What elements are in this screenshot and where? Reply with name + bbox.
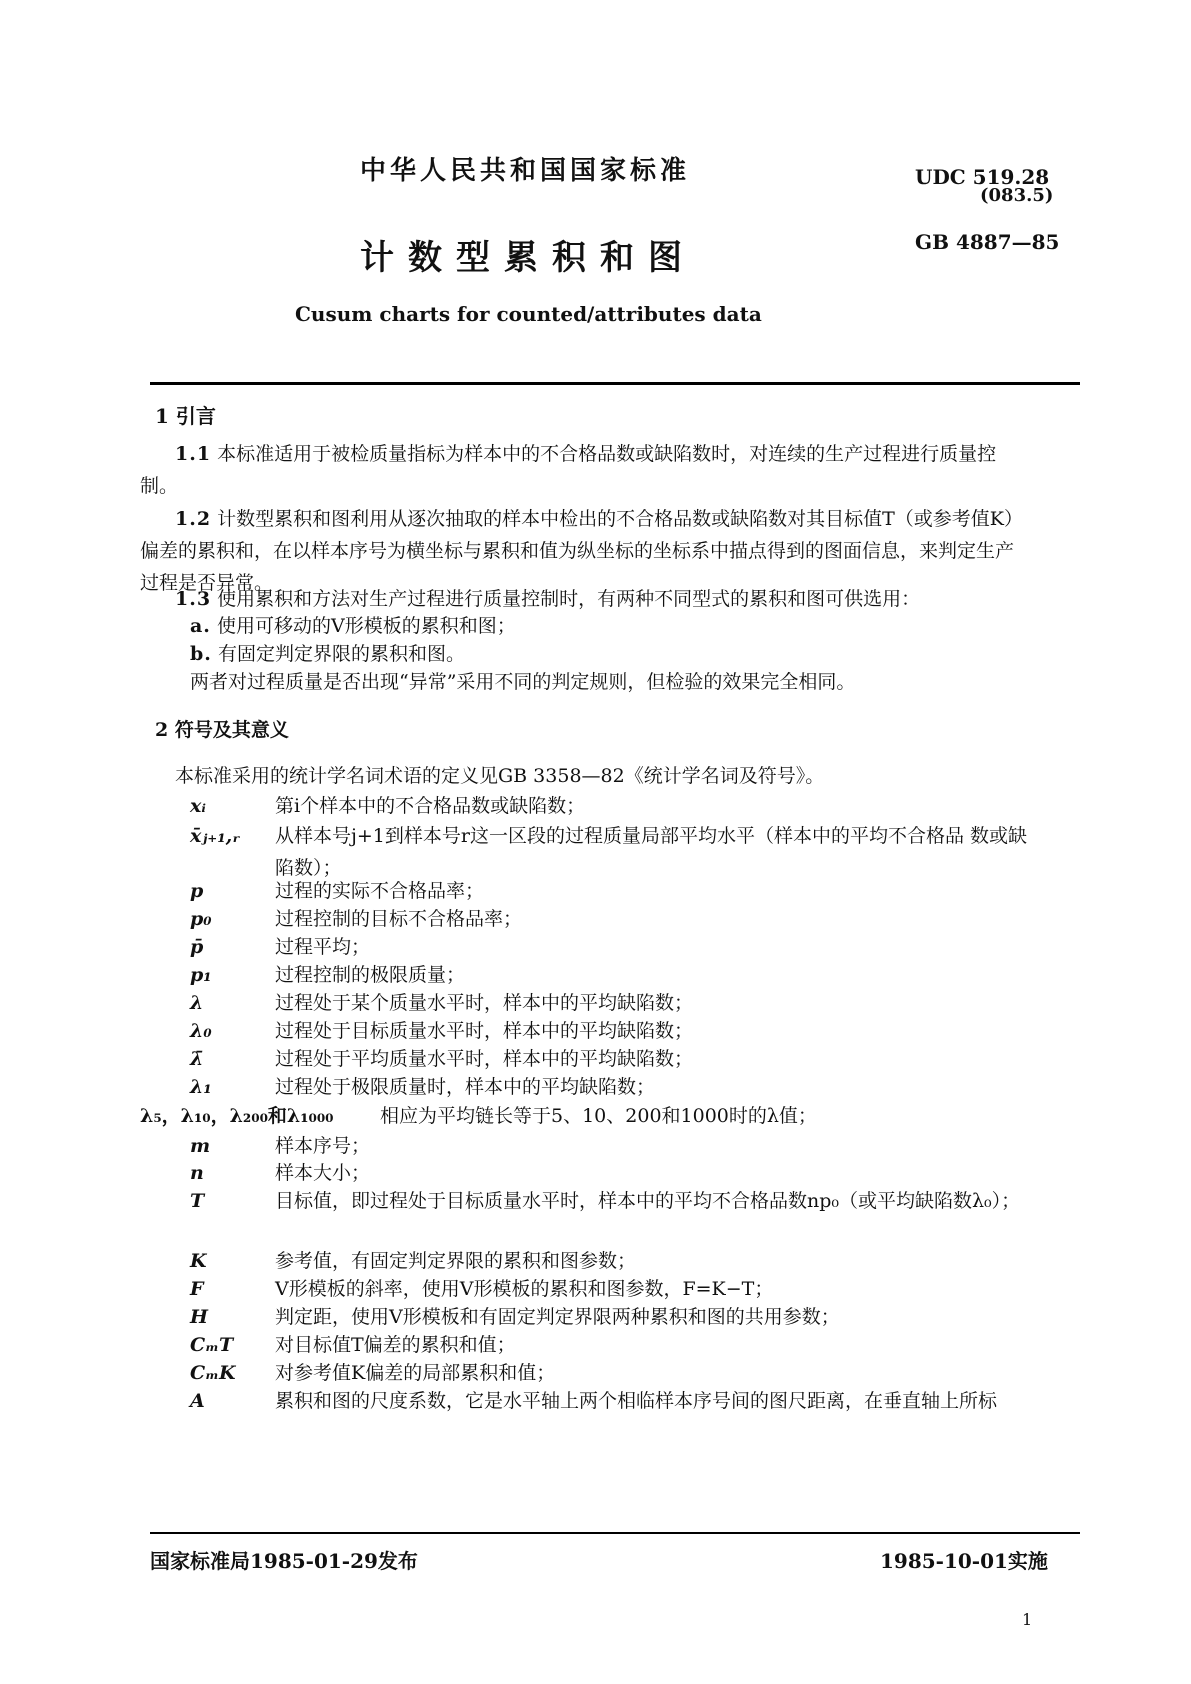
symbol-definition: 判定距，使用V形模板和有固定判定界限两种累积和图的共用参数； [275, 1306, 840, 1328]
item-a-text: 使用可移动的V形模板的累积和图； [216, 615, 516, 637]
udc-sub: (083.5) [980, 185, 1054, 206]
symbol: x̄ⱼ₊₁,ᵣ [190, 825, 241, 847]
symbol-definition: 对目标值T偏差的累积和值； [275, 1334, 516, 1356]
top-rule [150, 382, 1080, 385]
symbol: λ₅，λ₁₀，λ₂₀₀和λ₁₀₀₀ [140, 1105, 334, 1127]
symbol-definition: 过程的实际不合格品率； [275, 880, 485, 902]
symbol-definition: 第i个样本中的不合格品数或缺陷数； [275, 795, 586, 817]
section-2-heading: 2 符号及其意义 [155, 719, 289, 741]
section-2-intro: 本标准采用的统计学名词术语的定义见GB 3358—82《统计学名词及符号》。 [175, 765, 825, 787]
symbol-definition: 从样本号j+1到样本号r这一区段的过程质量局部平均水平（样本中的平均不合格品 数或缺陷数）； [275, 825, 1028, 879]
symbol-definition: 过程控制的目标不合格品率； [275, 908, 523, 930]
symbol: λ₁ [190, 1076, 212, 1098]
symbol: p₁ [190, 964, 212, 986]
para-1-1-text: 本标准适用于被检质量指标为样本中的不合格品数或缺陷数时，对连续的生产过程进行质量控制。 [140, 443, 997, 497]
page-number: 1 [1022, 1610, 1033, 1629]
symbol-definition: 过程处于目标质量水平时，样本中的平均缺陷数； [275, 1020, 694, 1042]
para-1-1-num: 1.1 [175, 443, 212, 465]
section-1-heading: 1 引言 [155, 404, 216, 428]
para-1-3-text: 使用累积和方法对生产过程进行质量控制时，有两种不同型式的累积和图可供选用： [217, 588, 921, 610]
item-a-label: a. [190, 615, 211, 637]
doc-title: 计数型累积和图 [360, 238, 696, 278]
symbol-definition: 样本序号； [275, 1135, 371, 1157]
doc-title-en: Cusum charts for counted/attributes data [295, 302, 762, 326]
symbol-definition: 样本大小； [275, 1162, 371, 1184]
symbol: CₘT [190, 1334, 234, 1356]
symbol: λ [190, 992, 204, 1014]
symbol: H [190, 1306, 208, 1328]
symbol: p₀ [190, 908, 212, 930]
symbol: λ₀ [190, 1020, 212, 1042]
symbol: A [190, 1390, 205, 1412]
symbol: p̄ [190, 936, 204, 958]
symbol: xᵢ [190, 795, 206, 817]
symbol: F [190, 1278, 204, 1300]
symbol-definition: 过程处于平均质量水平时，样本中的平均缺陷数； [275, 1048, 694, 1070]
symbol: T [190, 1190, 205, 1212]
item-b-text: 有固定判定界限的累积和图。 [217, 643, 465, 665]
symbol-definition: 相应为平均链长等于5、10、200和1000时的λ值； [380, 1105, 817, 1127]
effective-date: 1985-10-01实施 [880, 1549, 1048, 1573]
symbol-definition: 参考值，有固定判定界限的累积和图参数； [275, 1250, 637, 1272]
para-1-3-note: 两者对过程质量是否出现“异常”采用不同的判定规则，但检验的效果完全相同。 [190, 671, 856, 693]
symbol-definition: 对参考值K偏差的局部累积和值； [275, 1362, 556, 1384]
symbol: K [190, 1250, 207, 1272]
symbol: m [190, 1135, 211, 1157]
std-title: 中华人民共和国国家标准 [360, 156, 691, 186]
udc: UDC 519.28 [915, 165, 1050, 189]
symbol: p [190, 880, 204, 902]
symbol: λ̄ [190, 1048, 204, 1070]
symbol-definition: V形模板的斜率，使用V形模板的累积和图参数，F=K−T； [275, 1278, 774, 1300]
para-1-3-num: 1.3 [175, 588, 212, 610]
para-1-2-text: 计数型累积和图利用从逐次抽取的样本中检出的不合格品数或缺陷数对其目标值T（或参考值K）偏差的累积和，在以样本序号为横坐标与累积和值为纵坐标的坐标系中描点得到的图面信息，来判定生产过程是否异常。 [140, 508, 1015, 594]
symbol-definition: 目标值，即过程处于目标质量水平时，样本中的平均不合格品数np₀（或平均缺陷数λ₀）； [275, 1190, 1021, 1212]
symbol: CₘK [190, 1362, 236, 1384]
footer-rule [150, 1532, 1080, 1534]
item-b-label: b. [190, 643, 212, 665]
para-1-1 [140, 438, 1020, 502]
symbol-definition: 过程控制的极限质量； [275, 964, 466, 986]
symbol-definition: 累积和图的尺度系数，它是水平轴上两个相临样本序号间的图尺距离，在垂直轴上所标 [275, 1390, 998, 1412]
symbol-definition: 过程处于极限质量时，样本中的平均缺陷数； [275, 1076, 656, 1098]
para-1-2-num: 1.2 [175, 508, 212, 530]
symbol-definition: 过程平均； [275, 936, 371, 958]
symbol: n [190, 1162, 204, 1184]
gb-number: GB 4887—85 [915, 230, 1060, 254]
symbol-definition: 过程处于某个质量水平时，样本中的平均缺陷数； [275, 992, 694, 1014]
publish-date: 国家标准局1985-01-29发布 [150, 1549, 418, 1573]
